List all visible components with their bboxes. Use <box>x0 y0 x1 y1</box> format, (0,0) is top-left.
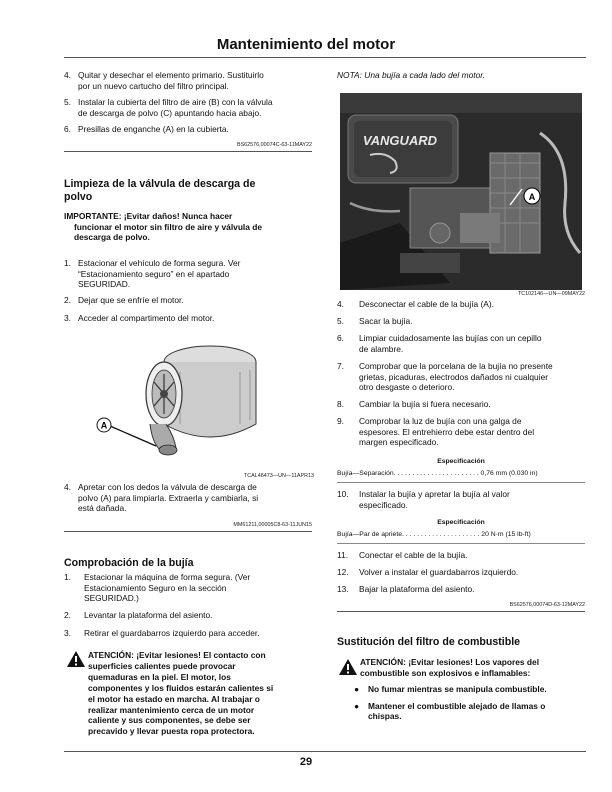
bullet-icon: ● <box>354 700 360 711</box>
spec-row: Bujía—Separación. . . . . . . . . . . . . . . . . . . . . . . 0,76 mm (0.030 in) <box>337 470 538 477</box>
spec-header: Especificación <box>437 458 485 465</box>
spec-row: Bujía—Par de apriete. . . . . . . . . . . . . . . . . . . . . 20 N·m (15 lb-ft) <box>337 531 531 538</box>
right-steps: 4. Desconectar el cable de la bujía (A). 5. Sacar la bujía. 6. Limpiar cuidadosamente las bujías con un cepillo de alambre. 7. Comprobar que la porcelana de la bujía no presente grietas, picaduras, electrodos dañados ni cualquier otro desgaste o deterioro. 8. Cambiar la bujía si fuera necesario. 9. Comprobar la luz de bujía con una galga de espesores. El entrehierro debe estar dentro del margen especificado. <box>337 299 553 448</box>
spec-rule <box>337 543 585 544</box>
section-rule <box>64 151 312 152</box>
sec1-steps: 1. Estacionar el vehículo de forma segura. Ver “Estacionamiento seguro” en el apartado SEGURIDAD. 2. Dejar que se enfríe el motor. 3. Acceder al compartimento del motor. <box>64 258 241 323</box>
engine-photo <box>340 93 582 290</box>
important-note: IMPORTANTE: ¡Evitar daños! Nunca hacer funcionar el motor sin filtro de aire y válvula de descarga de polvo. <box>64 211 263 243</box>
warning-triangle-icon <box>66 650 86 668</box>
reference-code: BS62576,00074D-63-12MAY22 <box>509 602 585 608</box>
sec2-steps: 1. Estacionar la máquina de forma segura. (Ver Estacionamiento Seguro en la sección SEGURIDAD.) 2. Levantar la plataforma del asiento. 3. Retirar el guardabarros izquierdo para acceder. <box>64 572 260 638</box>
section-heading: Comprobación de la bujía <box>64 557 194 569</box>
warning-text: ATENCIÓN: ¡Evitar lesiones! Los vapores del combustible son explosivos e inflamables: <box>360 657 540 678</box>
reference-code: MM61211,00005C8-63-11JUN15 <box>233 522 312 528</box>
page-title: Mantenimiento del motor <box>216 36 396 53</box>
page-number: 29 <box>299 756 313 768</box>
bullet-list <box>352 684 588 722</box>
warning-text: ATENCIÓN: ¡Evitar lesiones! El contacto con superficies calientes puede provocar quemaduras en la piel. El motor, los componentes y los fluidos estarán calientes si el motor ha estado en marcha. Al trabajar o realizar mantenimiento cerca de un motor caliente y sus componentes, se debe ser precavido y llevar puesta ropa protectora. <box>88 650 274 737</box>
warning-triangle-icon <box>338 658 358 676</box>
left-top-steps: 4. Quitar y desechar el elemento primario. Sustituirlo por un nuevo cartucho del filtro principal. 5. Instalar la cubierta del filtro de aire (B) con la válvula de descarga de polvo (C) apuntando hacia abajo. 6. Presillas de enganche (A) en la cubierta. <box>64 70 273 134</box>
figure-caption: TCAL46473—UN—11APR13 <box>243 473 314 479</box>
air-filter-illustration <box>90 332 290 470</box>
reference-code: BS62576,00074C-63-11MAY22 <box>236 142 312 148</box>
spec-header: Especificación <box>437 519 485 526</box>
photo-label: A <box>528 192 536 202</box>
footer-rule <box>64 751 586 752</box>
section-heading: Sustitución del filtro de combustible <box>337 636 521 648</box>
right-steps-b: 11. Conectar el cable de la bujía. 12. Volver a instalar el guardabarros izquierdo. 13. Bajar la plataforma del asiento. <box>337 550 519 594</box>
section-rule <box>64 531 312 532</box>
figure-caption: TC102146—UN—09MAY22 <box>517 291 585 297</box>
header-rule <box>64 57 586 58</box>
bullet-icon: ● <box>354 684 360 694</box>
spec-rule <box>337 482 585 483</box>
note: NOTA: Una bujía a cada lado del motor. <box>337 70 486 80</box>
section-rule <box>337 611 585 612</box>
list-item: ● Mantener el combustible alejado de llamas o chispas. <box>354 700 546 722</box>
section-heading: Limpieza de la válvula de descarga de polvo <box>64 178 256 203</box>
list-item: ● No fumar mientras se manipula combustible. <box>354 684 547 694</box>
engine-brand-text: VANGUARD <box>362 133 438 148</box>
figure-label: A <box>100 420 108 431</box>
